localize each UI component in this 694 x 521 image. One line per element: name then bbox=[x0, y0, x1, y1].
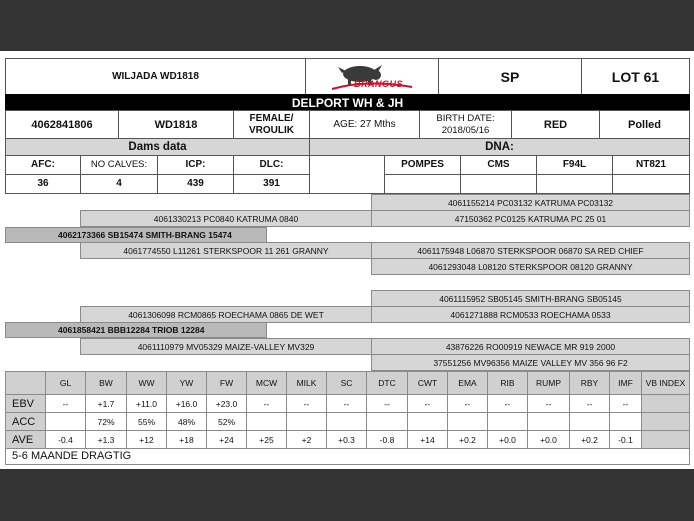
pedigree-dam: 4061858421 BBB12284 TRIOB 12284 bbox=[5, 322, 267, 338]
table-cell: -- bbox=[46, 395, 86, 413]
vb-index-cell bbox=[642, 431, 690, 449]
breedplan-header-row bbox=[6, 372, 690, 395]
table-cell: +16.0 bbox=[167, 395, 207, 413]
dams-value-no-calves: 4 bbox=[80, 174, 158, 194]
table-cell: +0.0 bbox=[488, 431, 528, 449]
column-header: BW bbox=[86, 372, 127, 395]
column-header: EMA bbox=[448, 372, 488, 395]
table-cell bbox=[488, 413, 528, 431]
pedigree-sire-dam-dam: 4061293048 L08120 STERKSPOOR 08120 GRANNY bbox=[371, 258, 690, 275]
dna-header-nt821: NT821 bbox=[612, 155, 690, 175]
birth-date-label: BIRTH DATE: bbox=[436, 112, 495, 124]
birth-date-value: 2018/05/16 bbox=[441, 124, 490, 136]
table-cell: +2 bbox=[287, 431, 327, 449]
table-cell: 52% bbox=[207, 413, 247, 431]
vb-index-cell bbox=[642, 395, 690, 413]
animal-sex: FEMALE/ VROULIK bbox=[233, 110, 310, 139]
pedigree-dam-sire-sire: 4061115952 SB05145 SMITH-BRANG SB05145 bbox=[371, 290, 690, 307]
breeder-banner: DELPORT WH & JH bbox=[5, 94, 690, 111]
table-cell: 72% bbox=[86, 413, 127, 431]
table-cell: -- bbox=[570, 395, 610, 413]
column-header: YW bbox=[167, 372, 207, 395]
pedigree-sire-sire: 4061330213 PC0840 KATRUMA 0840 bbox=[80, 210, 372, 227]
pedigree-dam-dam-sire: 43876226 RO00919 NEWACE MR 919 2000 bbox=[371, 338, 690, 355]
dna-value-f94l bbox=[536, 174, 613, 194]
table-cell bbox=[610, 413, 642, 431]
dna-value-pompes bbox=[384, 174, 461, 194]
vb-index-cell bbox=[642, 413, 690, 431]
column-header: MCW bbox=[247, 372, 287, 395]
column-header: RBY bbox=[570, 372, 610, 395]
dams-header-dlc: DLC: bbox=[233, 155, 310, 175]
polled-status: Polled bbox=[599, 110, 690, 139]
column-header-vb-index: VB INDEX bbox=[642, 372, 690, 395]
dna-value-cms bbox=[460, 174, 537, 194]
pedigree-dam-dam: 4061110979 MV05329 MAIZE-VALLEY MV329 bbox=[80, 338, 372, 355]
table-cell: +0.2 bbox=[448, 431, 488, 449]
registration-number: 4062841806 bbox=[5, 110, 119, 139]
dna-header-pompes: POMPES bbox=[384, 155, 461, 175]
table-cell bbox=[570, 413, 610, 431]
table-cell: +12 bbox=[127, 431, 167, 449]
table-cell: -- bbox=[327, 395, 367, 413]
brand-logo-text: BRANGUS bbox=[354, 79, 404, 89]
table-cell bbox=[448, 413, 488, 431]
column-header: WW bbox=[127, 372, 167, 395]
dams-header-afc: AFC: bbox=[5, 155, 81, 175]
table-cell: +24 bbox=[207, 431, 247, 449]
column-header: RIB bbox=[488, 372, 528, 395]
table-cell: 55% bbox=[127, 413, 167, 431]
table-cell: -- bbox=[408, 395, 448, 413]
column-header: SC bbox=[327, 372, 367, 395]
table-cell: -0.8 bbox=[367, 431, 408, 449]
dna-blank-cell bbox=[309, 155, 385, 194]
table-cell bbox=[528, 413, 570, 431]
dams-header-icp: ICP: bbox=[157, 155, 234, 175]
table-cell: +23.0 bbox=[207, 395, 247, 413]
column-header: RUMP bbox=[528, 372, 570, 395]
table-cell: +0.2 bbox=[570, 431, 610, 449]
table-cell: +25 bbox=[247, 431, 287, 449]
animal-name: WILJADA WD1818 bbox=[5, 58, 306, 95]
pedigree-dam-sire: 4061306098 RCM0865 ROECHAMA 0865 DE WET bbox=[80, 306, 372, 323]
table-cell: +1.3 bbox=[86, 431, 127, 449]
row-label: ACC bbox=[6, 413, 46, 431]
dams-value-afc: 36 bbox=[5, 174, 81, 194]
dna-header-cms: CMS bbox=[460, 155, 537, 175]
table-cell: -- bbox=[247, 395, 287, 413]
dna-value-nt821 bbox=[612, 174, 690, 194]
table-cell bbox=[408, 413, 448, 431]
column-header: MILK bbox=[287, 372, 327, 395]
pedigree-sire-sire-sire: 4061155214 PC03132 KATRUMA PC03132 bbox=[371, 194, 690, 211]
row-label: EBV bbox=[6, 395, 46, 413]
table-cell: -0.1 bbox=[610, 431, 642, 449]
table-cell bbox=[327, 413, 367, 431]
pedigree-sire-dam: 4061774550 L11261 STERKSPOOR 11 261 GRANNY bbox=[80, 242, 372, 259]
code-cell: SP bbox=[438, 58, 582, 95]
birth-date-cell bbox=[419, 110, 512, 139]
footer-note: 5-6 MAANDE DRAGTIG bbox=[5, 448, 690, 465]
dams-value-dlc: 391 bbox=[233, 174, 310, 194]
dams-value-icp: 439 bbox=[157, 174, 234, 194]
column-header: CWT bbox=[408, 372, 448, 395]
table-cell: +11.0 bbox=[127, 395, 167, 413]
breedplan-row-ave bbox=[6, 431, 690, 449]
dams-data-title: Dams data bbox=[5, 138, 310, 156]
column-header: FW bbox=[207, 372, 247, 395]
dna-title: DNA: bbox=[309, 138, 690, 156]
row-label: AVE bbox=[6, 431, 46, 449]
breedplan-row-acc bbox=[6, 413, 690, 431]
table-cell: -- bbox=[488, 395, 528, 413]
table-cell: -- bbox=[528, 395, 570, 413]
table-cell: +1.7 bbox=[86, 395, 127, 413]
brangus-logo bbox=[305, 58, 439, 95]
table-cell: -- bbox=[610, 395, 642, 413]
table-cell: +18 bbox=[167, 431, 207, 449]
table-cell bbox=[247, 413, 287, 431]
pedigree-sire-dam-sire: 4061175948 L06870 STERKSPOOR 06870 SA RED CHIEF bbox=[371, 242, 690, 259]
table-cell: -- bbox=[367, 395, 408, 413]
animal-age: AGE: 27 Mths bbox=[309, 110, 420, 139]
pedigree-dam-dam-dam: 37551256 MV96356 MAIZE VALLEY MV 356 96 F2 bbox=[371, 354, 690, 371]
column-header: IMF bbox=[610, 372, 642, 395]
table-cell bbox=[287, 413, 327, 431]
table-cell bbox=[367, 413, 408, 431]
pedigree-dam-sire-dam: 4061271888 RCM0533 ROECHAMA 0533 bbox=[371, 306, 690, 323]
animal-colour: RED bbox=[511, 110, 600, 139]
table-cell: +0.0 bbox=[528, 431, 570, 449]
breedplan-row-ebv bbox=[6, 395, 690, 413]
dams-header-no-calves: NO CALVES: bbox=[80, 155, 158, 175]
table-cell: -- bbox=[448, 395, 488, 413]
breedplan-table bbox=[5, 371, 690, 449]
table-cell: +14 bbox=[408, 431, 448, 449]
lot-number: LOT 61 bbox=[581, 58, 690, 95]
pedigree-sire-sire-dam: 47150362 PC0125 KATRUMA PC 25 01 bbox=[371, 210, 690, 227]
table-cell: -- bbox=[287, 395, 327, 413]
animal-tag: WD1818 bbox=[118, 110, 234, 139]
table-cell: -0.4 bbox=[46, 431, 86, 449]
column-header: DTC bbox=[367, 372, 408, 395]
table-cell bbox=[46, 413, 86, 431]
column-header: GL bbox=[46, 372, 86, 395]
dna-header-f94l: F94L bbox=[536, 155, 613, 175]
breedplan-corner bbox=[6, 372, 46, 395]
pedigree-sire: 4062173366 SB15474 SMITH-BRANG 15474 bbox=[5, 227, 267, 243]
lot-sheet bbox=[0, 51, 694, 469]
table-cell: 48% bbox=[167, 413, 207, 431]
table-cell: +0.3 bbox=[327, 431, 367, 449]
